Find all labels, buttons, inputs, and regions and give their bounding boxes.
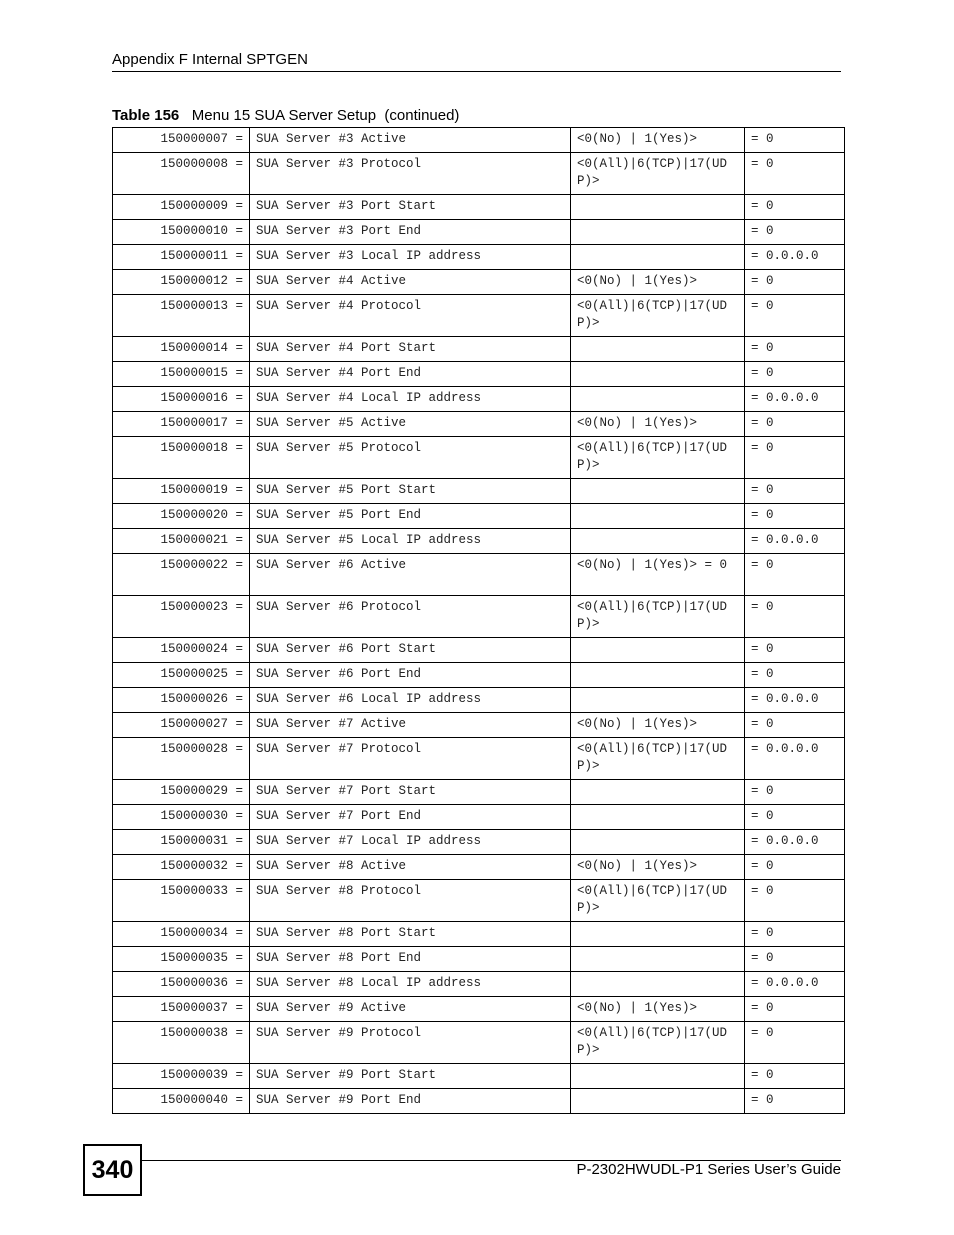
parameter-range-cell: <0(All)|6(TCP)|17(UDP)> xyxy=(571,295,745,337)
parameter-range-cell: <0(No) | 1(Yes)> = 0 xyxy=(571,554,745,596)
parameter-name-cell: SUA Server #8 Port End xyxy=(250,947,571,972)
table-row xyxy=(113,245,845,270)
parameter-id-cell: 150000035 = xyxy=(113,947,250,972)
parameter-name-cell: SUA Server #4 Local IP address xyxy=(250,387,571,412)
parameter-id-cell: 150000022 = xyxy=(113,554,250,596)
table-row xyxy=(113,713,845,738)
parameter-default-cell: = 0 xyxy=(745,195,845,220)
parameter-default-cell: = 0.0.0.0 xyxy=(745,972,845,997)
parameter-range-cell xyxy=(571,780,745,805)
parameter-id-cell: 150000016 = xyxy=(113,387,250,412)
parameter-id-cell: 150000027 = xyxy=(113,713,250,738)
parameter-range-cell xyxy=(571,947,745,972)
parameter-default-cell: = 0 xyxy=(745,638,845,663)
parameter-default-cell: = 0 xyxy=(745,596,845,638)
table-row xyxy=(113,270,845,295)
table-row xyxy=(113,1022,845,1064)
table-row xyxy=(113,638,845,663)
table-row xyxy=(113,412,845,437)
table-row xyxy=(113,337,845,362)
parameter-name-cell: SUA Server #5 Active xyxy=(250,412,571,437)
parameter-range-cell xyxy=(571,337,745,362)
table-row xyxy=(113,195,845,220)
table-row xyxy=(113,153,845,195)
parameter-default-cell: = 0 xyxy=(745,554,845,596)
parameter-range-cell: <0(All)|6(TCP)|17(UDP)> xyxy=(571,880,745,922)
parameter-range-cell xyxy=(571,387,745,412)
table-caption-text: Menu 15 SUA Server Setup (continued) xyxy=(191,107,460,124)
parameter-default-cell: = 0 xyxy=(745,1022,845,1064)
table-row xyxy=(113,504,845,529)
table-row xyxy=(113,387,845,412)
table-row xyxy=(113,479,845,504)
parameter-range-cell: <0(No) | 1(Yes)> xyxy=(571,997,745,1022)
parameter-default-cell: = 0 xyxy=(745,780,845,805)
parameter-default-cell: = 0 xyxy=(745,880,845,922)
parameter-default-cell: = 0 xyxy=(745,362,845,387)
table-row xyxy=(113,529,845,554)
parameter-name-cell: SUA Server #5 Port Start xyxy=(250,479,571,504)
parameter-name-cell: SUA Server #7 Port Start xyxy=(250,780,571,805)
parameter-name-cell: SUA Server #4 Port End xyxy=(250,362,571,387)
parameter-default-cell: = 0 xyxy=(745,270,845,295)
table-row xyxy=(113,880,845,922)
parameter-id-cell: 150000023 = xyxy=(113,596,250,638)
parameter-default-cell: = 0.0.0.0 xyxy=(745,738,845,780)
parameter-default-cell: = 0 xyxy=(745,855,845,880)
parameter-range-cell xyxy=(571,638,745,663)
parameter-id-cell: 150000015 = xyxy=(113,362,250,387)
parameter-range-cell xyxy=(571,479,745,504)
parameter-range-cell: <0(No) | 1(Yes)> xyxy=(571,128,745,153)
parameter-default-cell: = 0 xyxy=(745,220,845,245)
parameter-range-cell xyxy=(571,922,745,947)
parameter-id-cell: 150000036 = xyxy=(113,972,250,997)
parameter-default-cell: = 0.0.0.0 xyxy=(745,529,845,554)
table-row xyxy=(113,830,845,855)
parameter-name-cell: SUA Server #8 Protocol xyxy=(250,880,571,922)
sptgen-table xyxy=(112,127,845,1114)
parameter-range-cell xyxy=(571,195,745,220)
parameter-default-cell: = 0 xyxy=(745,337,845,362)
table-row xyxy=(113,805,845,830)
parameter-name-cell: SUA Server #4 Active xyxy=(250,270,571,295)
parameter-name-cell: SUA Server #6 Local IP address xyxy=(250,688,571,713)
parameter-id-cell: 150000040 = xyxy=(113,1089,250,1114)
parameter-name-cell: SUA Server #7 Port End xyxy=(250,805,571,830)
parameter-name-cell: SUA Server #3 Port End xyxy=(250,220,571,245)
parameter-name-cell: SUA Server #9 Port End xyxy=(250,1089,571,1114)
parameter-range-cell: <0(No) | 1(Yes)> xyxy=(571,855,745,880)
parameter-range-cell: <0(All)|6(TCP)|17(UDP)> xyxy=(571,596,745,638)
parameter-name-cell: SUA Server #7 Active xyxy=(250,713,571,738)
parameter-name-cell: SUA Server #5 Protocol xyxy=(250,437,571,479)
table-row xyxy=(113,922,845,947)
parameter-default-cell: = 0 xyxy=(745,1064,845,1089)
parameter-name-cell: SUA Server #6 Port Start xyxy=(250,638,571,663)
parameter-id-cell: 150000020 = xyxy=(113,504,250,529)
parameter-range-cell: <0(All)|6(TCP)|17(UDP)> xyxy=(571,437,745,479)
parameter-id-cell: 150000019 = xyxy=(113,479,250,504)
parameter-name-cell: SUA Server #3 Active xyxy=(250,128,571,153)
parameter-name-cell: SUA Server #7 Local IP address xyxy=(250,830,571,855)
parameter-default-cell: = 0 xyxy=(745,805,845,830)
parameter-name-cell: SUA Server #6 Port End xyxy=(250,663,571,688)
parameter-id-cell: 150000024 = xyxy=(113,638,250,663)
table-row xyxy=(113,437,845,479)
parameter-default-cell: = 0.0.0.0 xyxy=(745,245,845,270)
parameter-id-cell: 150000030 = xyxy=(113,805,250,830)
parameter-default-cell: = 0.0.0.0 xyxy=(745,387,845,412)
parameter-id-cell: 150000029 = xyxy=(113,780,250,805)
table-row xyxy=(113,738,845,780)
parameter-range-cell xyxy=(571,220,745,245)
header-rule xyxy=(112,71,841,72)
parameter-id-cell: 150000033 = xyxy=(113,880,250,922)
parameter-id-cell: 150000021 = xyxy=(113,529,250,554)
page-number: 340 xyxy=(83,1144,142,1196)
table-row xyxy=(113,295,845,337)
parameter-default-cell: = 0 xyxy=(745,128,845,153)
parameter-default-cell: = 0.0.0.0 xyxy=(745,830,845,855)
parameter-default-cell: = 0 xyxy=(745,663,845,688)
parameter-default-cell: = 0 xyxy=(745,713,845,738)
parameter-name-cell: SUA Server #8 Port Start xyxy=(250,922,571,947)
parameter-default-cell: = 0 xyxy=(745,922,845,947)
parameter-range-cell xyxy=(571,529,745,554)
parameter-id-cell: 150000010 = xyxy=(113,220,250,245)
parameter-range-cell xyxy=(571,688,745,713)
parameter-range-cell: <0(No) | 1(Yes)> xyxy=(571,713,745,738)
parameter-range-cell xyxy=(571,245,745,270)
parameter-name-cell: SUA Server #8 Local IP address xyxy=(250,972,571,997)
parameter-id-cell: 150000032 = xyxy=(113,855,250,880)
parameter-id-cell: 150000025 = xyxy=(113,663,250,688)
table-row xyxy=(113,663,845,688)
parameter-name-cell: SUA Server #5 Local IP address xyxy=(250,529,571,554)
table-row xyxy=(113,947,845,972)
parameter-name-cell: SUA Server #4 Protocol xyxy=(250,295,571,337)
table-caption-label: Table 156 xyxy=(112,107,180,124)
parameter-range-cell xyxy=(571,830,745,855)
parameter-id-cell: 150000034 = xyxy=(113,922,250,947)
table-caption xyxy=(112,107,459,124)
parameter-id-cell: 150000018 = xyxy=(113,437,250,479)
parameter-range-cell xyxy=(571,1064,745,1089)
parameter-default-cell: = 0 xyxy=(745,437,845,479)
parameter-name-cell: SUA Server #8 Active xyxy=(250,855,571,880)
parameter-id-cell: 150000028 = xyxy=(113,738,250,780)
parameter-default-cell: = 0 xyxy=(745,947,845,972)
parameter-name-cell: SUA Server #3 Protocol xyxy=(250,153,571,195)
parameter-default-cell: = 0 xyxy=(745,153,845,195)
parameter-name-cell: SUA Server #4 Port Start xyxy=(250,337,571,362)
parameter-name-cell: SUA Server #6 Active xyxy=(250,554,571,596)
parameter-default-cell: = 0 xyxy=(745,295,845,337)
sptgen-table-body xyxy=(113,128,845,1114)
parameter-range-cell: <0(All)|6(TCP)|17(UDP)> xyxy=(571,153,745,195)
parameter-id-cell: 150000026 = xyxy=(113,688,250,713)
parameter-default-cell: = 0 xyxy=(745,412,845,437)
parameter-name-cell: SUA Server #3 Port Start xyxy=(250,195,571,220)
parameter-name-cell: SUA Server #9 Port Start xyxy=(250,1064,571,1089)
table-row xyxy=(113,554,845,596)
table-row xyxy=(113,688,845,713)
parameter-id-cell: 150000007 = xyxy=(113,128,250,153)
parameter-default-cell: = 0 xyxy=(745,504,845,529)
parameter-name-cell: SUA Server #9 Protocol xyxy=(250,1022,571,1064)
table-row xyxy=(113,220,845,245)
parameter-name-cell: SUA Server #7 Protocol xyxy=(250,738,571,780)
parameter-range-cell xyxy=(571,1089,745,1114)
table-row xyxy=(113,362,845,387)
parameter-default-cell: = 0 xyxy=(745,997,845,1022)
parameter-range-cell xyxy=(571,663,745,688)
parameter-range-cell: <0(No) | 1(Yes)> xyxy=(571,270,745,295)
parameter-default-cell: = 0 xyxy=(745,1089,845,1114)
table-row xyxy=(113,780,845,805)
parameter-name-cell: SUA Server #6 Protocol xyxy=(250,596,571,638)
parameter-id-cell: 150000009 = xyxy=(113,195,250,220)
table-row xyxy=(113,1064,845,1089)
running-header: Appendix F Internal SPTGEN xyxy=(112,51,308,68)
parameter-id-cell: 150000012 = xyxy=(113,270,250,295)
parameter-id-cell: 150000008 = xyxy=(113,153,250,195)
table-row xyxy=(113,997,845,1022)
parameter-range-cell xyxy=(571,504,745,529)
parameter-id-cell: 150000013 = xyxy=(113,295,250,337)
guide-title: P-2302HWUDL-P1 Series User’s Guide xyxy=(576,1161,841,1178)
parameter-id-cell: 150000014 = xyxy=(113,337,250,362)
table-row xyxy=(113,596,845,638)
parameter-id-cell: 150000037 = xyxy=(113,997,250,1022)
parameter-name-cell: SUA Server #9 Active xyxy=(250,997,571,1022)
parameter-range-cell xyxy=(571,805,745,830)
parameter-range-cell: <0(No) | 1(Yes)> xyxy=(571,412,745,437)
parameter-id-cell: 150000038 = xyxy=(113,1022,250,1064)
parameter-name-cell: SUA Server #5 Port End xyxy=(250,504,571,529)
table-row xyxy=(113,128,845,153)
table-row xyxy=(113,972,845,997)
table-row xyxy=(113,1089,845,1114)
parameter-id-cell: 150000011 = xyxy=(113,245,250,270)
parameter-range-cell xyxy=(571,972,745,997)
parameter-default-cell: = 0 xyxy=(745,479,845,504)
table-row xyxy=(113,855,845,880)
parameter-id-cell: 150000039 = xyxy=(113,1064,250,1089)
parameter-range-cell: <0(All)|6(TCP)|17(UDP)> xyxy=(571,1022,745,1064)
parameter-range-cell: <0(All)|6(TCP)|17(UDP)> xyxy=(571,738,745,780)
parameter-id-cell: 150000031 = xyxy=(113,830,250,855)
parameter-id-cell: 150000017 = xyxy=(113,412,250,437)
parameter-default-cell: = 0.0.0.0 xyxy=(745,688,845,713)
parameter-range-cell xyxy=(571,362,745,387)
parameter-name-cell: SUA Server #3 Local IP address xyxy=(250,245,571,270)
